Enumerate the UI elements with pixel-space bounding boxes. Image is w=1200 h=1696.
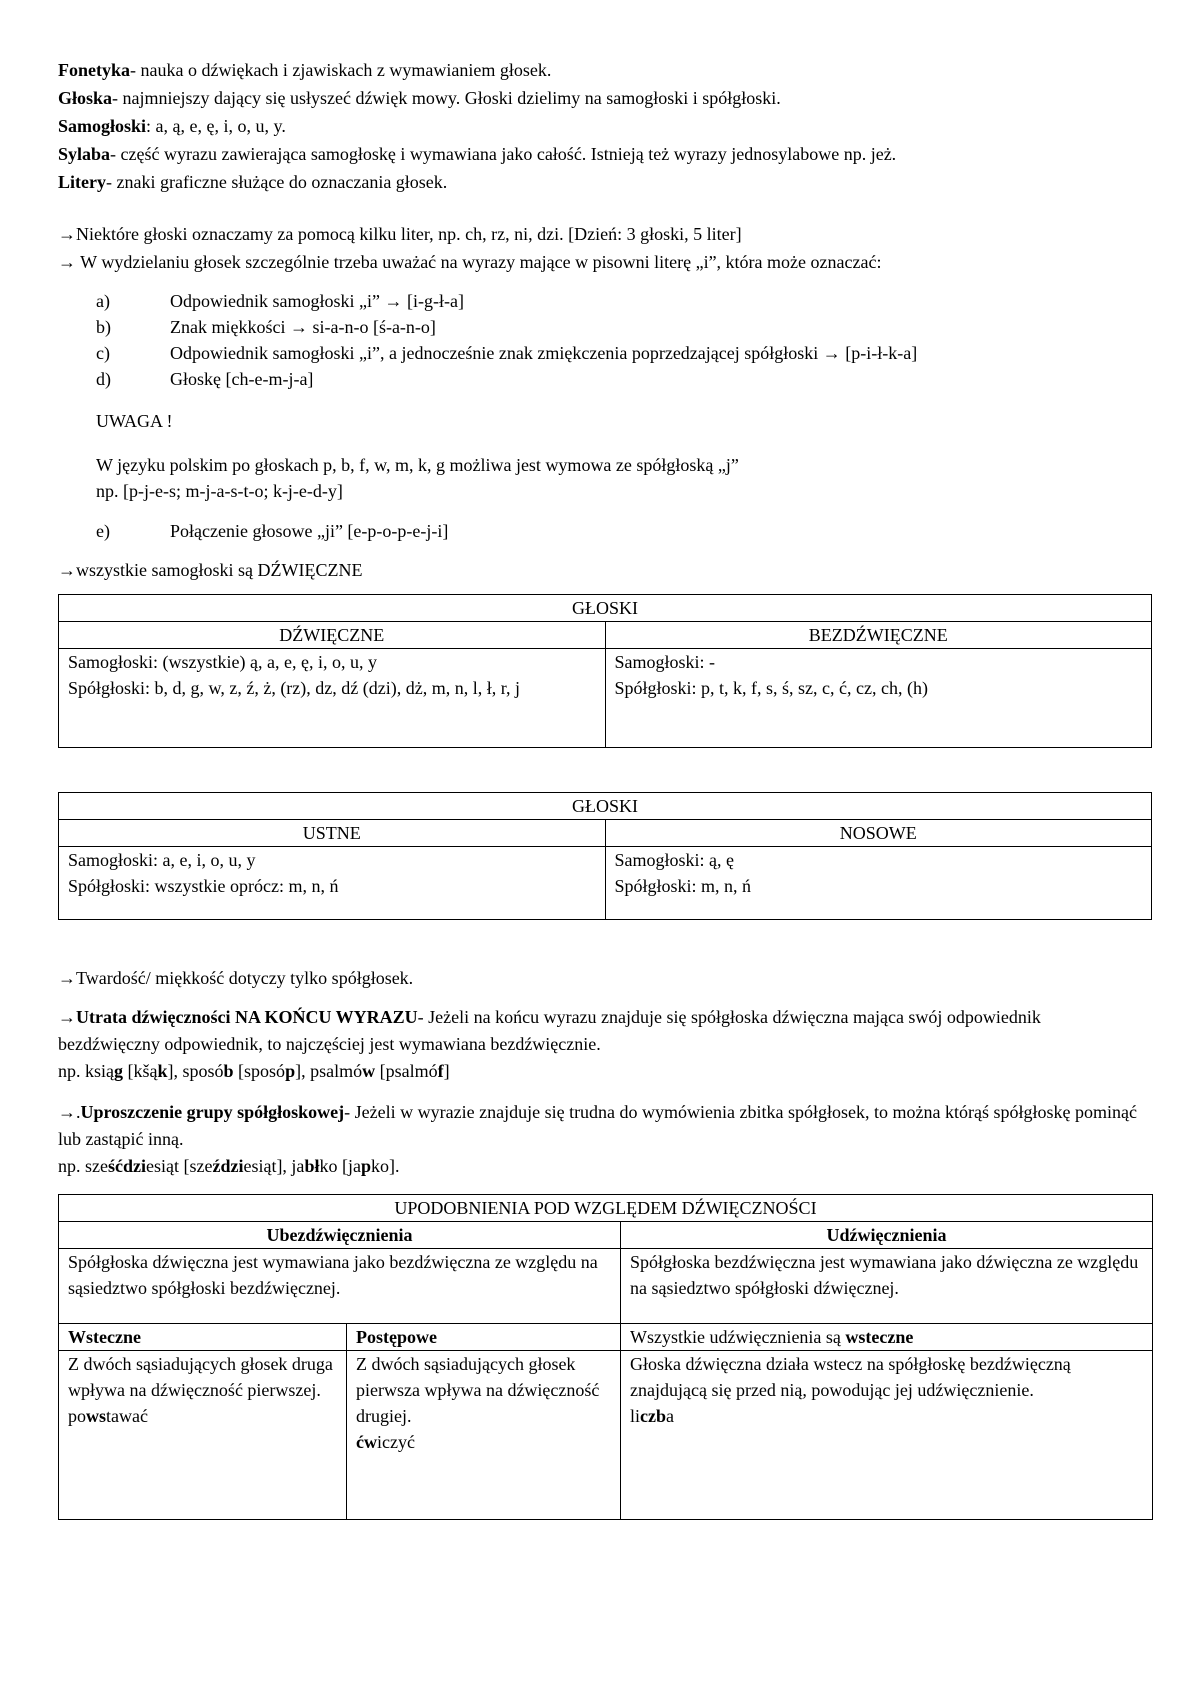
- definition-text: - najmniejszy dający się usłyszeć dźwięk mowy. Głoski dzielimy na samogłoski i spółgłoski.: [112, 88, 781, 108]
- example: np. sześćdziesiąt [szeździesiąt], jabłko [japko].: [58, 1156, 400, 1176]
- list-item: b) Znak miękkości → si-a-n-o [ś-a-n-o]: [96, 317, 436, 337]
- letter-i-meanings-list-cont: [58, 518, 1142, 544]
- warning-line-1: W języku polskim po głoskach p, b, f, w, m, k, g możliwa jest wymowa ze spółgłoską „j”: [96, 455, 739, 475]
- term: Głoska: [58, 88, 113, 108]
- list-item: a) Odpowiednik samogłoski „i” → [i-g-ł-a]: [96, 291, 464, 311]
- arrow-icon: →: [58, 252, 76, 272]
- note-letter-i: → W wydzielaniu głosek szczególnie trzeba uważać na wyrazy mające w pisowni literę „i”, która może oznaczać:: [58, 252, 882, 272]
- example: powstawać: [68, 1406, 148, 1426]
- subheader: Wszystkie udźwięcznienia są wsteczne: [621, 1324, 1153, 1351]
- definition-sylaba: [58, 140, 1142, 168]
- column-header: Ubezdźwięcznienia: [59, 1222, 621, 1249]
- warning-line-2: np. [p-j-e-s; m-j-a-s-t-o; k-j-e-d-y]: [96, 481, 343, 501]
- warning-title: UWAGA !: [96, 411, 173, 431]
- column-header: Udźwięcznienia: [621, 1222, 1153, 1249]
- subheader: Wsteczne: [59, 1324, 347, 1351]
- table-cell: Samogłoski: a, e, i, o, u, y Spółgłoski: wszystkie oprócz: m, n, ń: [59, 847, 606, 920]
- column-header: BEZDŹWIĘCZNE: [605, 622, 1152, 649]
- arrow-icon: →: [58, 968, 76, 988]
- hardness-note: →Twardość/ miękkość dotyczy tylko spółgłosek.: [58, 968, 414, 988]
- example: np. ksiąg [kšąk], sposób [sposóp], psalmów [psalmóf]: [58, 1061, 450, 1081]
- warning-block: [96, 408, 1142, 504]
- list-item: c) Odpowiednik samogłoski „i”, a jednocześnie znak zmiękczenia poprzedzającej spółgłoski → [p-i-ł-k-a]: [96, 343, 918, 363]
- table-cell: Samogłoski: - Spółgłoski: p, t, k, f, s, ś, sz, c, ć, cz, ch, (h): [605, 649, 1152, 748]
- example: ćwiczyć: [356, 1432, 415, 1452]
- definition-text: : a, ą, e, ę, i, o, u, y.: [146, 116, 286, 136]
- list-item: d) Głoskę [ch-e-m-j-a]: [96, 369, 314, 389]
- table-cell: Głoska dźwięczna działa wstecz na spółgłoskę bezdźwięczną znajdującą się przed nią, powodując jej udźwięcznienie. liczba: [621, 1351, 1153, 1520]
- arrow-icon: →: [58, 560, 76, 580]
- consonant-group-simplification: →.Uproszczenie grupy spółgłoskowej- Jeżeli w wyrazie znajduje się trudna do wymówienia zbitka spółgłosek, to można którąś spółgłoskę pominąć lub zastąpić inną. np. sześćdziesiąt [szeździesiąt], jabłko [japko].: [58, 1099, 1142, 1180]
- table-cell: Samogłoski: (wszystkie) ą, a, e, ę, i, o, u, y Spółgłoski: b, d, g, w, z, ź, ż, (rz), dz, dź (dzi), dż, m, n, l, ł, r, j: [59, 649, 606, 748]
- term: Samogłoski: [58, 116, 147, 136]
- definition-fonetyka: [58, 56, 1142, 84]
- table-cell: Spółgłoska bezdźwięczna jest wymawiana jako dźwięczna ze względu na sąsiedztwo spółgłoski dźwięcznej.: [621, 1249, 1153, 1324]
- subheader: Postępowe: [347, 1324, 621, 1351]
- letter-i-meanings-list: [58, 288, 1142, 392]
- definition-samogloski: [58, 112, 1142, 140]
- definition-text: - część wyrazu zawierająca samogłoskę i wymawiana jako całość. Istnieją też wyrazy jednosylabowe np. jeż.: [110, 144, 897, 164]
- example: liczba: [630, 1406, 675, 1426]
- table-title: UPODOBNIENIA POD WZGLĘDEM DŹWIĘCZNOŚCI: [59, 1195, 1153, 1222]
- arrow-icon: →: [58, 224, 76, 244]
- table-cell: Z dwóch sąsiadujących głosek druga wpływa na dźwięczność pierwszej. powstawać: [59, 1351, 347, 1520]
- definition-litery: [58, 168, 1142, 196]
- section-title: Utrata dźwięczności NA KOŃCU WYRAZU: [76, 1007, 418, 1027]
- definition-text: - znaki graficzne służące do oznaczania głosek.: [105, 172, 448, 192]
- column-header: NOSOWE: [605, 820, 1152, 847]
- term: Sylaba: [58, 144, 111, 164]
- definition-gloska: [58, 84, 1142, 112]
- definition-text: - nauka o dźwiękach i zjawiskach z wymawianiem głosek.: [130, 60, 552, 80]
- oral-nasal-table: [58, 792, 1152, 920]
- voiced-voiceless-table: [58, 594, 1152, 748]
- term: Fonetyka: [58, 60, 130, 80]
- table-title: GŁOSKI: [59, 793, 1152, 820]
- table-cell: Z dwóch sąsiadujących głosek pierwsza wpływa na dźwięczność drugiej. ćwiczyć: [347, 1351, 621, 1520]
- arrow-icon: →: [58, 1102, 76, 1122]
- definitions: [58, 56, 1142, 196]
- column-header: USTNE: [59, 820, 606, 847]
- table-cell: Samogłoski: ą, ę Spółgłoski: m, n, ń: [605, 847, 1152, 920]
- section-title: Uproszczenie grupy spółgłoskowej: [80, 1102, 345, 1122]
- term: Litery: [58, 172, 106, 192]
- loss-of-voicing: →Utrata dźwięczności NA KOŃCU WYRAZU- Jeżeli na końcu wyrazu znajduje się spółgłoska dźwięczna mająca swój odpowiednik bezdźwięczny odpowiednik, to najczęściej jest wymawiana bezdźwięcznie. np. ksiąg [kšąk], sposób [sposóp], psalmów [psalmóf]: [58, 1004, 1142, 1085]
- column-header: DŹWIĘCZNE: [59, 622, 606, 649]
- note-multi-letter: →Niektóre głoski oznaczamy za pomocą kilku liter, np. ch, rz, ni, dzi. [Dzień: 3 głoski, 5 liter]: [58, 224, 742, 244]
- arrow-icon: →: [58, 1007, 76, 1027]
- list-item: e) Połączenie głosowe „ji” [e-p-o-p-e-j-i]: [96, 521, 449, 541]
- table-cell: Spółgłoska dźwięczna jest wymawiana jako bezdźwięczna ze względu na sąsiedztwo spółgłoski bezdźwięcznej.: [59, 1249, 621, 1324]
- vowels-note: →wszystkie samogłoski są DŹWIĘCZNE: [58, 560, 363, 580]
- table-title: GŁOSKI: [59, 595, 1152, 622]
- assimilation-table: [58, 1194, 1153, 1520]
